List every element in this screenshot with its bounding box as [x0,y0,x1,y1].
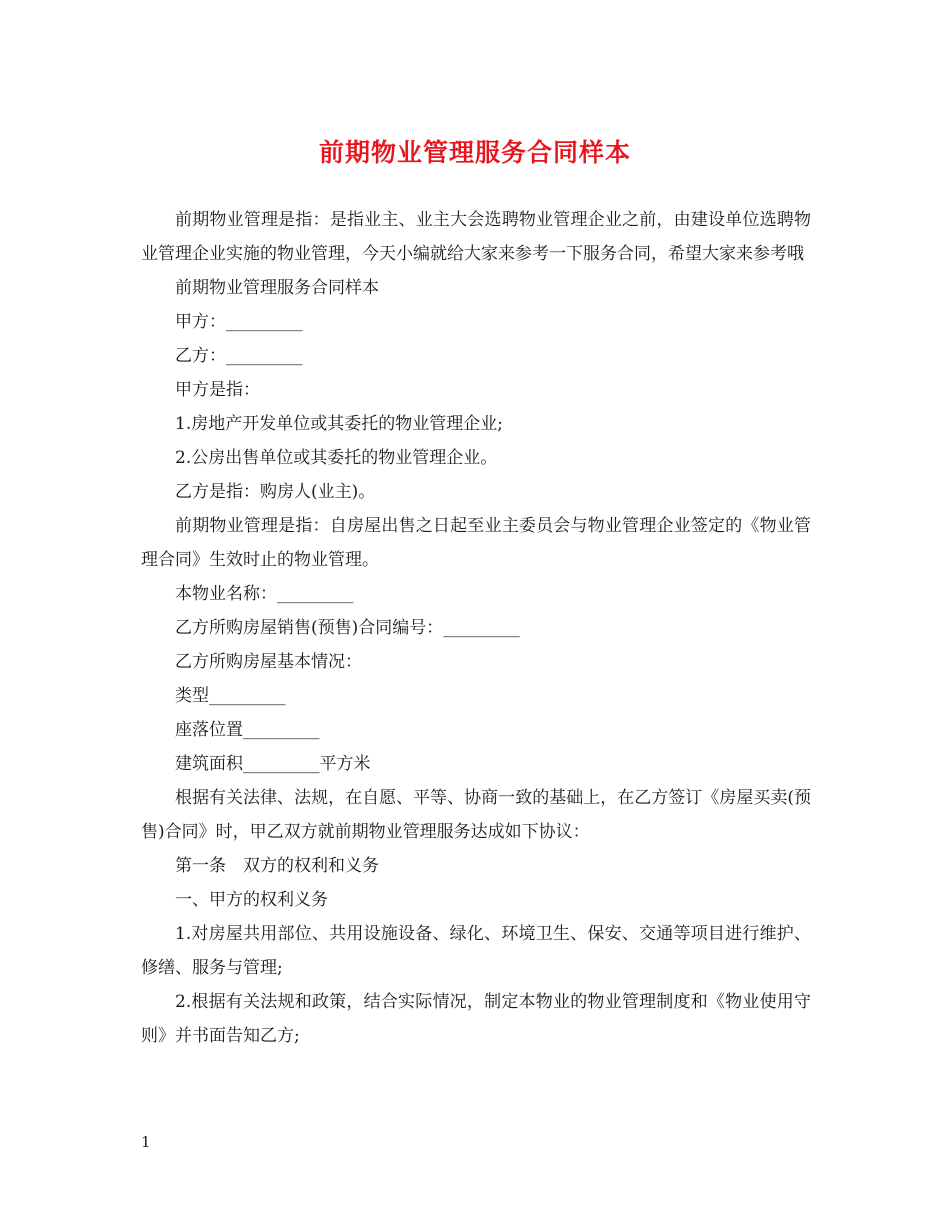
paragraph-right-1: 1.对房屋共用部位、共用设施设备、绿化、环境卫生、保安、交通等项目进行维护、修缮、服务与管理; [141,924,811,978]
paragraph-house-area: 建筑面积_________平方米 [175,754,371,774]
document-title: 前期物业管理服务合同样本 [318,138,631,167]
paragraph-agreement-basis: 根据有关法律、法规，在自愿、平等、协商一致的基础上，在乙方签订《房屋买卖(预售)合同》时，甲乙双方就前期物业管理服务达成如下协议： [141,788,811,842]
paragraph-party-a-item-1: 1.房地产开发单位或其委托的物业管理企业; [175,414,503,434]
paragraph-party-a: 甲方：_________ [175,312,303,332]
paragraph-party-b-def: 乙方是指：购房人(业主)。 [175,482,376,502]
paragraph-party-a-item-2: 2.公房出售单位或其委托的物业管理企业。 [175,448,498,468]
paragraph-house-type: 类型_________ [175,686,286,706]
paragraph-house-info: 乙方所购房屋基本情况： [175,652,362,672]
paragraph-article-1: 第一条 双方的权利和义务 [175,856,379,876]
paragraph-party-b: 乙方：_________ [175,346,303,366]
paragraph-section-party-a: 一、甲方的权利义务 [175,890,328,910]
paragraph-property-name: 本物业名称：_________ [175,584,354,604]
paragraph-management-def: 前期物业管理是指：自房屋出售之日起至业主委员会与物业管理企业签定的《物业管理合同》生效时止的物业管理。 [141,516,811,570]
paragraph-house-location: 座落位置_________ [175,720,320,740]
paragraph-party-a-def: 甲方是指： [175,380,260,400]
paragraph-right-2: 2.根据有关法规和政策，结合实际情况，制定本物业的物业管理制度和《物业使用守则》并书面告知乙方; [141,992,811,1046]
paragraph-intro: 前期物业管理是指：是指业主、业主大会选聘物业管理企业之前，由建设单位选聘物业管理企业实施的物业管理，今天小编就给大家来参考一下服务合同，希望大家来参考哦 [141,210,811,264]
paragraph-contract-name: 前期物业管理服务合同样本 [175,278,379,298]
paragraph-contract-number: 乙方所购房屋销售(预售)合同编号：_________ [175,618,520,638]
page-number: 1 [141,1133,151,1151]
document-body [141,203,811,1053]
